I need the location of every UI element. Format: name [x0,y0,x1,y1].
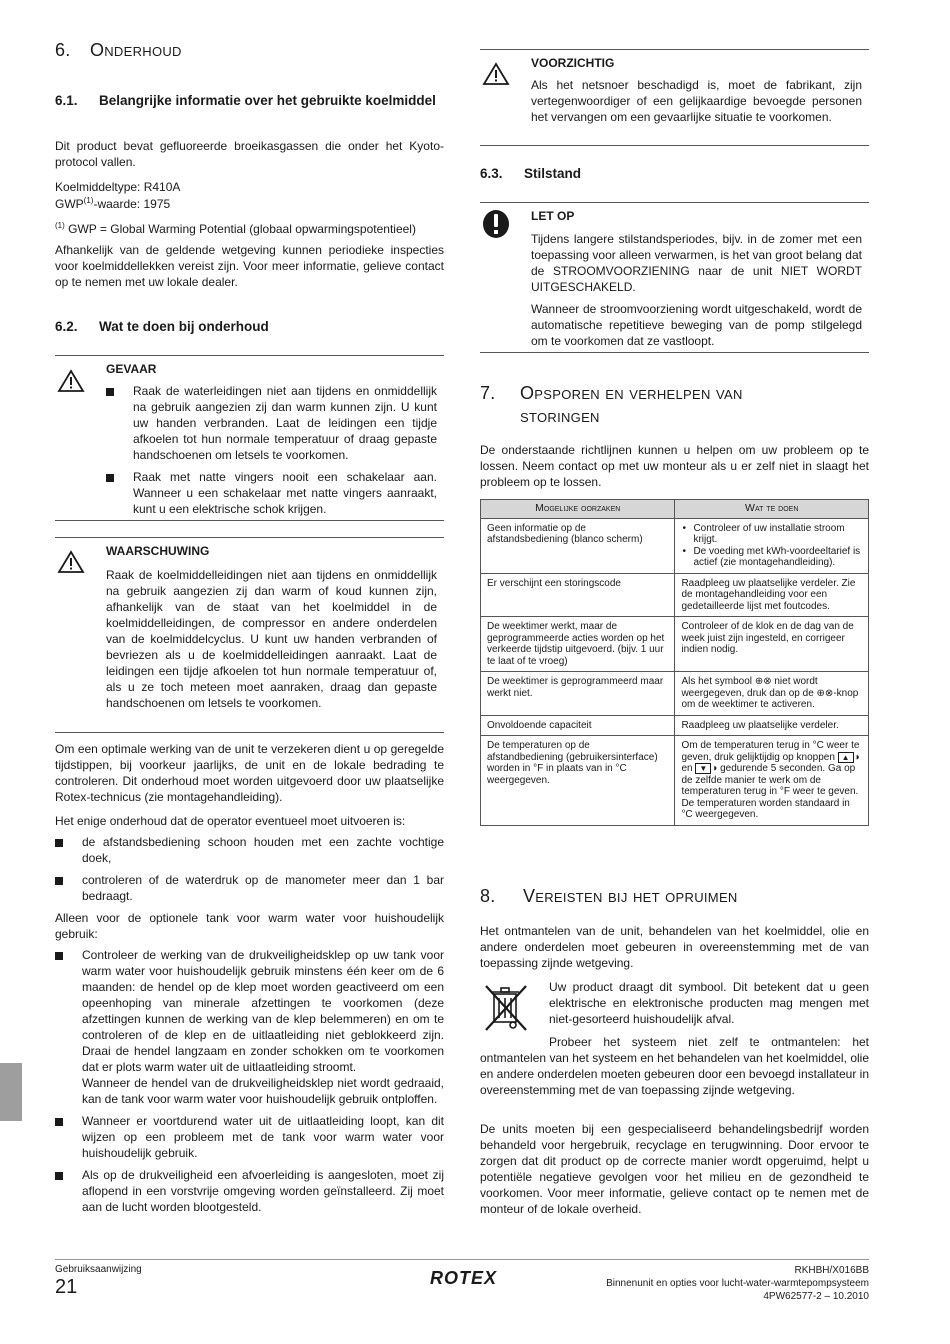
caution-title: VOORZICHTIG [531,56,615,70]
table-cell [675,518,869,573]
gwp-label: GWP [55,197,84,211]
model-code: RKHBH/X016BB [794,1265,869,1276]
divider [55,732,444,733]
troubleshooting-table [480,499,869,826]
note-text: Tijdens langere stilstandsperiodes, bijv. in de zomer met een toepassing voor alleen verwarmen, is het van groot belang dat de STROOMVOORZIENING naar de unit NIET WORDT UITGESCHAKELD. [531,232,862,294]
table-row [481,672,869,716]
cell-text: niet wordt weergegeven, druk dan op de [681,676,818,699]
paragraph: Om een optimale werking van de unit te verzekeren dient u op geregelde tijdstippen, bij voorkeur jaarlijks, de unit en de lokale bedrading te controleren. Dit onderhoud moet worden uitgevoerd door uw plaatselijke Rotex-technicus (zie montagehandleiding). [55,742,444,804]
footer-doc-type: Gebruiksaanwijzing [55,1264,142,1275]
footnote [55,218,444,237]
warning-triangle-icon [57,369,85,393]
page-number: 21 [55,1276,78,1298]
table-row [481,518,869,573]
section-6-1-heading [55,92,444,109]
brand-logo: ROTEX [430,1268,498,1288]
danger-title: GEVAAR [106,362,157,376]
divider [480,352,869,353]
section-6-2-heading [55,318,269,335]
table-cell [675,672,869,716]
column-header: Wat te doen [675,500,869,519]
table-cell [675,736,869,826]
caution-text: Als het netsnoer beschadigd is, moet de fabrikant, zijn vertegenwoordiger of een gelijkaardige bevoegde personen het vervangen om een gevaarlijke situatie te voorkomen. [531,78,862,124]
note-text: Wanneer de stroomvoorziening wordt uitgeschakeld, wordt de automatische repetitieve beweging van de pomp stilgelegd om te voorkomen dat ze vastloopt. [531,302,862,348]
table-cell: Er verschijnt een storingscode [481,573,675,617]
exclamation-circle-icon [482,209,510,239]
up-arrow-button-icon: ▲ [838,752,854,763]
footer-meta [606,1264,869,1303]
table-cell: Geen informatie op de afstandsbediening (blanco scherm) [481,518,675,573]
table-row [481,736,869,826]
divider [55,355,444,356]
paragraph: Dit product bevat gefluoreerde broeikasgassen die onder het Kyoto-protocol vallen. [55,139,444,169]
gwp-number: -waarde: 1975 [93,197,171,211]
section-title: Wat te doen bij onderhoud [99,319,269,334]
clock-timer-icon: ◑ [853,751,860,763]
section-7-heading [480,382,743,428]
paragraph: Uw product draagt dit symbool. Dit betekent dat u geen elektrische en elektronische producten mag mengen met niet-gesorteerd huishoudelijk afval. [549,980,869,1026]
list-item: • Controleer of uw installatie stroom krijgt. [681,523,862,546]
section-number: 6.2. [55,319,78,334]
list-item-text: Wanneer de hendel van de drukveiligheidsklep niet wordt gedraaid, kan de tank voor warm water voor huishoudelijk gebruik ontploffen. [82,1076,444,1106]
table-cell: Controleer of de klok en de dag van de week juist zijn ingesteld, en corrigeer indien nodig. [675,617,869,672]
clock-timer-icon: ⊕⊗ [816,687,834,699]
table-cell: De temperaturen op de afstandbediening (gebruikersinterface) worden in °F in plaats van in °C weergegeven. [481,736,675,826]
column-header: Mogelijke oorzaken [481,500,675,519]
list-item: Als op de drukveiligheid een afvoerleiding is aangesloten, moet zij aflopend in een vorstvrije omgeving worden geïnstalleerd. Zij moet aan de lucht worden blootgesteld. [55,1167,444,1215]
section-title: Onderhoud [89,40,182,60]
table-row [481,617,869,672]
cell-text: en [681,763,696,774]
note-title: LET OP [531,209,575,223]
list-item: Raak met natte vingers nooit een schakelaar aan. Wanneer u een schakelaar met natte vingers aanraakt, kunt u een elektrische schok krijgen. [106,469,437,517]
warning-triangle-icon [482,62,510,86]
chapter-side-tab [0,1063,22,1121]
section-title: Belangrijke informatie over het gebruikte koelmiddel [99,93,436,108]
cell-text: gedurende 5 seconden. Ga op de zelfde manier te werk om de temperaturen terug in °F weer te geven. De temperaturen worden standaard in °C weergegeven. [681,763,859,820]
table-cell: Raadpleeg uw plaatselijke verdeler. Zie de montagehandleiding voor een gedetailleerde lijst met foutcodes. [675,573,869,617]
cell-text: Als het symbool [681,676,755,687]
paragraph: Afhankelijk van de geldende wetgeving kunnen periodieke inspecties voor koelmiddellekken vereist zijn. Voor meer informatie, gelieve contact op te nemen met uw lokale dealer. [55,243,444,289]
section-title: Opsporen en verhelpen van [520,383,743,403]
section-title: Stilstand [524,166,582,181]
paragraph: De onderstaande richtlijnen kunnen u helpen om uw probleem op te lossen. Neem contact op met uw monteur als u er zelf niet in slaagt het probleem op te lossen. [480,443,869,489]
cell-text: -knop om de weektimer te activeren. [681,687,859,710]
list-item: Raak de waterleidingen niet aan tijdens en onmiddellijk na gebruik aangezien zij dan warm kunnen zijn. U kunt uw handen verbranden. Laat de leidingen een tijdje afkoelen tot hun normale temperatuur of draag gepaste handschoenen om letsels te voorkomen. [106,383,437,463]
list-item [55,947,444,1107]
cell-list [681,523,862,569]
section-number: 6.3. [480,166,503,181]
maintenance-list [55,834,444,904]
footer-subtitle: Binnenunit en opties voor lucht-water-warmtepompsysteem [606,1278,869,1289]
danger-list [106,383,437,517]
cell-text: Om de temperaturen terug in °C weer te geven, druk gelijktijdig op knoppen [681,740,860,763]
section-8-heading [480,886,738,907]
divider [480,49,869,50]
document-code: 4PW62577-2 – 10.2010 [763,1291,869,1302]
section-number: 6. [55,40,71,60]
clock-timer-icon: ⊕⊗ [754,676,772,687]
table-row [481,715,869,736]
footnote-mark: (1) [55,221,65,230]
table-cell: De weektimer werkt, maar de geprogrammeerde acties worden op het verkeerde tijdstip uitgevoerd. (bijv. 1 uur te laat of te vroeg) [481,617,675,672]
section-title: Vereisten bij het opruimen [522,886,738,906]
list-item: de afstandsbediening schoon houden met een zachte vochtige doek, [55,834,444,866]
list-item: Wanneer er voortdurend water uit de uitlaatleiding loopt, kan dit wijzen op een probleem met de tank voor warm water voor huishoudelijk gebruik. [55,1113,444,1161]
footnote-ref: (1) [83,196,94,205]
list-item-text: Controleer de werking van de drukveiligheidsklep op uw tank voor warm water voor huishoudelijk gebruik minstens één keer om de 6 maanden: de hendel op de klep moet worden geactiveerd om een opeenhoping van minerale afzettingen te voorkomen (deze afzettingen kunnen de werking van de klep belemmeren) en om te controleren of de klep en de uitlaatleiding niet geblokkeerd zijn. Draai de hendel langzaam en zonder schokken om te voorkomen dat er plots warm water uit de uitlaatleiding stroomt. [82,948,444,1074]
divider [480,202,869,203]
clock-timer-icon: ◑ [711,763,718,774]
table-row [481,573,869,617]
paragraph: Probeer het systeem niet zelf te ontmantelen: het ontmantelen van het systeem en het behandelen van het koelmiddel, olie en andere onderdelen moeten gebeuren door een bevoegd installateur in overeenstemming met de van toepassing zijnde wetgeving. [480,1035,869,1097]
section-number: 8. [480,886,496,906]
section-6-3-heading [480,165,581,182]
down-arrow-button-icon: ▼ [695,763,711,774]
warning-text: Raak de koelmiddelleidingen niet aan tijdens en onmiddellijk na gebruik aangezien zij dan warm of koud kunnen zijn, afhankelijk van de staat van het koelmiddel in de koelmiddelleidingen, de compressor en andere onderdelen van de koelmiddelcyclus. U kunt uw handen verbranden of bevriezen als u de koelmiddelleidingen aanraakt. Laat de leidingen een tijdje afkoelen tot hun normale temperatuur of, als u ze toch meteen moet aanraken, draag dan gepaste handschoenen om letsels te voorkomen. [106,568,437,710]
footer-divider [55,1259,869,1260]
paragraph: De units moeten bij een gespecialiseerd behandelingsbedrijf worden behandeld voor hergebruik, recyclage en terugwinning. Door ervoor te zorgen dat dit product op de correcte manier wordt opgeruimd, helpt u potentiële negatieve gevolgen voor het milieu en de gezondheid te voorkomen. Voor meer informatie, gelieve contact op te nemen met de monteur of de lokale overheid. [480,1122,869,1216]
gwp-value [55,193,444,212]
warning-title: WAARSCHUWING [106,544,210,558]
tank-list [55,947,444,1215]
table-cell: Raadpleeg uw plaatselijke verdeler. [675,715,869,736]
table-header-row [481,500,869,519]
warning-triangle-icon [57,550,85,574]
crossed-out-bin-icon [482,982,530,1036]
paragraph: Alleen voor de optionele tank voor warm water voor huishoudelijk gebruik: [55,911,444,941]
refrigerant-type: Koelmiddeltype: R410A [55,180,181,194]
footnote-text: GWP = Global Warming Potential (globaal opwarmingspotentieel) [64,222,416,236]
divider [55,520,444,521]
divider [55,537,444,538]
section-6-heading [55,40,182,61]
divider [480,145,869,146]
section-number: 7. [480,383,496,403]
paragraph: Het ontmantelen van de unit, behandelen van het koelmiddel, olie en andere onderdelen moet gebeuren in overeenstemming met de van toepassing zijnde wetgeving. [480,924,869,970]
paragraph: Het enige onderhoud dat de operator eventueel moet uitvoeren is: [55,814,406,828]
list-item: • De voeding met kWh-voordeeltarief is actief (zie montagehandleiding). [681,546,862,569]
section-title: storingen [520,406,600,426]
table-cell: De weektimer is geprogrammeerd maar werkt niet. [481,672,675,716]
list-item: controleren of de waterdruk op de manometer meer dan 1 bar bedraagt. [55,872,444,904]
table-cell: Onvoldoende capaciteit [481,715,675,736]
section-number: 6.1. [55,93,78,108]
